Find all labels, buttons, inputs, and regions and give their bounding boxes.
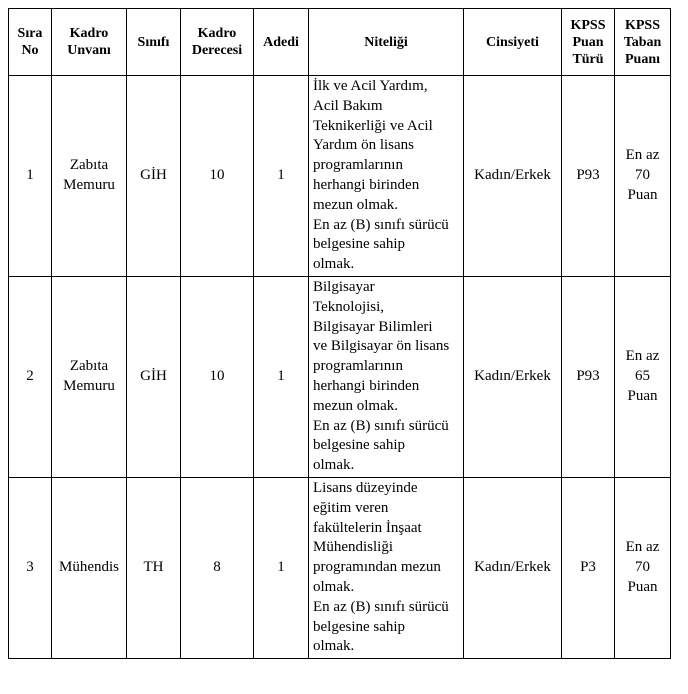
- cell-niteligi: [309, 276, 464, 477]
- header-text: Unvanı: [67, 43, 111, 58]
- cell-text: En az: [625, 539, 660, 556]
- cell-text: En az (B) sınıfı sürücü: [313, 598, 449, 615]
- header-text: KPSS: [570, 17, 606, 33]
- cell-cinsiyeti: Kadın/Erkek: [464, 76, 562, 277]
- cell-text: İlk ve Acil Yardım,: [313, 78, 428, 94]
- cell-text: programlarının: [313, 358, 403, 375]
- cell-kpss-taban-puani: [615, 477, 671, 658]
- cell-text: mezun olmak.: [313, 196, 398, 213]
- header-text: Türü: [572, 51, 604, 67]
- cell-text: olmak.: [313, 638, 355, 655]
- header-kadro-derecesi: [181, 9, 254, 76]
- cell-kpss-taban-puani: [615, 276, 671, 477]
- cell-kpss-puan-turu: P3: [562, 477, 615, 658]
- cell-text: Memuru: [63, 176, 115, 193]
- header-text: Niteliği: [364, 34, 408, 50]
- header-text: KPSS: [624, 17, 660, 33]
- cell-text: olmak.: [313, 578, 355, 595]
- cell-cinsiyeti: Kadın/Erkek: [464, 276, 562, 477]
- cell-text: Puan: [627, 578, 658, 595]
- header-row: [9, 9, 671, 76]
- table-row: [9, 477, 671, 658]
- cell-text: Zabıta: [69, 358, 109, 375]
- cell-text: herhangi birinden: [313, 176, 420, 193]
- cell-kpss-puan-turu: P93: [562, 76, 615, 277]
- header-niteligi: [309, 9, 464, 76]
- header-sira-no: [9, 9, 52, 76]
- cell-niteligi: [309, 477, 464, 658]
- cell-kpss-puan-turu: P93: [562, 276, 615, 477]
- cell-sinifi: GİH: [127, 76, 181, 277]
- header-text: Adedi: [263, 34, 299, 50]
- cell-text: Puan: [627, 387, 658, 404]
- cell-text: Mühendis: [59, 559, 119, 576]
- cell-adedi: 1: [254, 76, 309, 277]
- header-kadro-unvani: [52, 9, 127, 76]
- cell-text: ve Bilgisayar ön lisans: [313, 338, 450, 355]
- cell-text: 70: [635, 167, 650, 184]
- cell-text: Puan: [627, 186, 658, 203]
- cell-kadro-derecesi: 10: [181, 76, 254, 277]
- cell-sira-no: 1: [9, 76, 52, 277]
- cell-text: Bilgisayar: [313, 278, 375, 295]
- cell-text: Mühendisliği: [313, 539, 394, 556]
- header-kpss-puan-turu: [562, 9, 615, 76]
- cell-sira-no: 3: [9, 477, 52, 658]
- header-sinifi: [127, 9, 181, 76]
- cell-text: Bilgisayar Bilimleri: [313, 318, 433, 335]
- cell-kpss-taban-puani: [615, 76, 671, 277]
- cell-sira-no: 2: [9, 276, 52, 477]
- header-text: Puan: [572, 34, 604, 50]
- header-text: No: [21, 43, 39, 58]
- cell-kadro-derecesi: 10: [181, 276, 254, 477]
- cell-text: Teknikerliği ve Acil: [313, 117, 433, 134]
- header-text: Puanı: [624, 51, 660, 67]
- cell-sinifi: GİH: [127, 276, 181, 477]
- header-text: Taban: [623, 34, 662, 50]
- cell-text: Lisans düzeyinde: [313, 479, 418, 496]
- cell-text: Zabıta: [69, 157, 109, 174]
- cell-text: belgesine sahip: [313, 236, 406, 253]
- header-text: Sıra: [17, 26, 43, 41]
- cell-text: programından mezun: [313, 559, 441, 576]
- cell-niteligi: [309, 76, 464, 277]
- cell-text: Acil Bakım: [313, 97, 383, 114]
- cell-text: olmak.: [313, 256, 355, 273]
- kadro-table: [8, 8, 671, 659]
- cell-adedi: 1: [254, 477, 309, 658]
- cell-kadro-unvani: [52, 477, 127, 658]
- header-text: Sınıfı: [137, 34, 170, 50]
- cell-kadro-derecesi: 8: [181, 477, 254, 658]
- cell-text: belgesine sahip: [313, 618, 406, 635]
- cell-text: En az: [625, 147, 660, 164]
- cell-sinifi: TH: [127, 477, 181, 658]
- cell-text: fakültelerin İnşaat: [313, 519, 422, 536]
- cell-kadro-unvani: [52, 76, 127, 277]
- cell-text: belgesine sahip: [313, 437, 406, 454]
- cell-text: mezun olmak.: [313, 397, 398, 414]
- cell-text: 65: [635, 368, 650, 385]
- cell-kadro-unvani: [52, 276, 127, 477]
- cell-text: En az (B) sınıfı sürücü: [313, 216, 449, 233]
- header-text: Cinsiyeti: [486, 34, 539, 50]
- header-text: Derecesi: [191, 43, 243, 58]
- cell-text: olmak.: [313, 457, 355, 474]
- cell-text: Teknolojisi,: [313, 298, 385, 315]
- cell-text: Memuru: [63, 377, 115, 394]
- cell-text: 70: [635, 559, 650, 576]
- cell-text: En az: [625, 348, 660, 365]
- table-row: [9, 76, 671, 277]
- cell-text: eğitim veren: [313, 499, 389, 516]
- header-text: Kadro: [197, 26, 237, 41]
- cell-cinsiyeti: Kadın/Erkek: [464, 477, 562, 658]
- header-kpss-taban-puani: [615, 9, 671, 76]
- cell-text: Yardım ön lisans: [313, 137, 414, 154]
- header-text: Kadro: [69, 26, 109, 41]
- cell-adedi: 1: [254, 276, 309, 477]
- header-adedi: [254, 9, 309, 76]
- table-row: [9, 276, 671, 477]
- cell-text: programlarının: [313, 157, 403, 174]
- cell-text: herhangi birinden: [313, 377, 420, 394]
- cell-text: En az (B) sınıfı sürücü: [313, 417, 449, 434]
- header-cinsiyeti: [464, 9, 562, 76]
